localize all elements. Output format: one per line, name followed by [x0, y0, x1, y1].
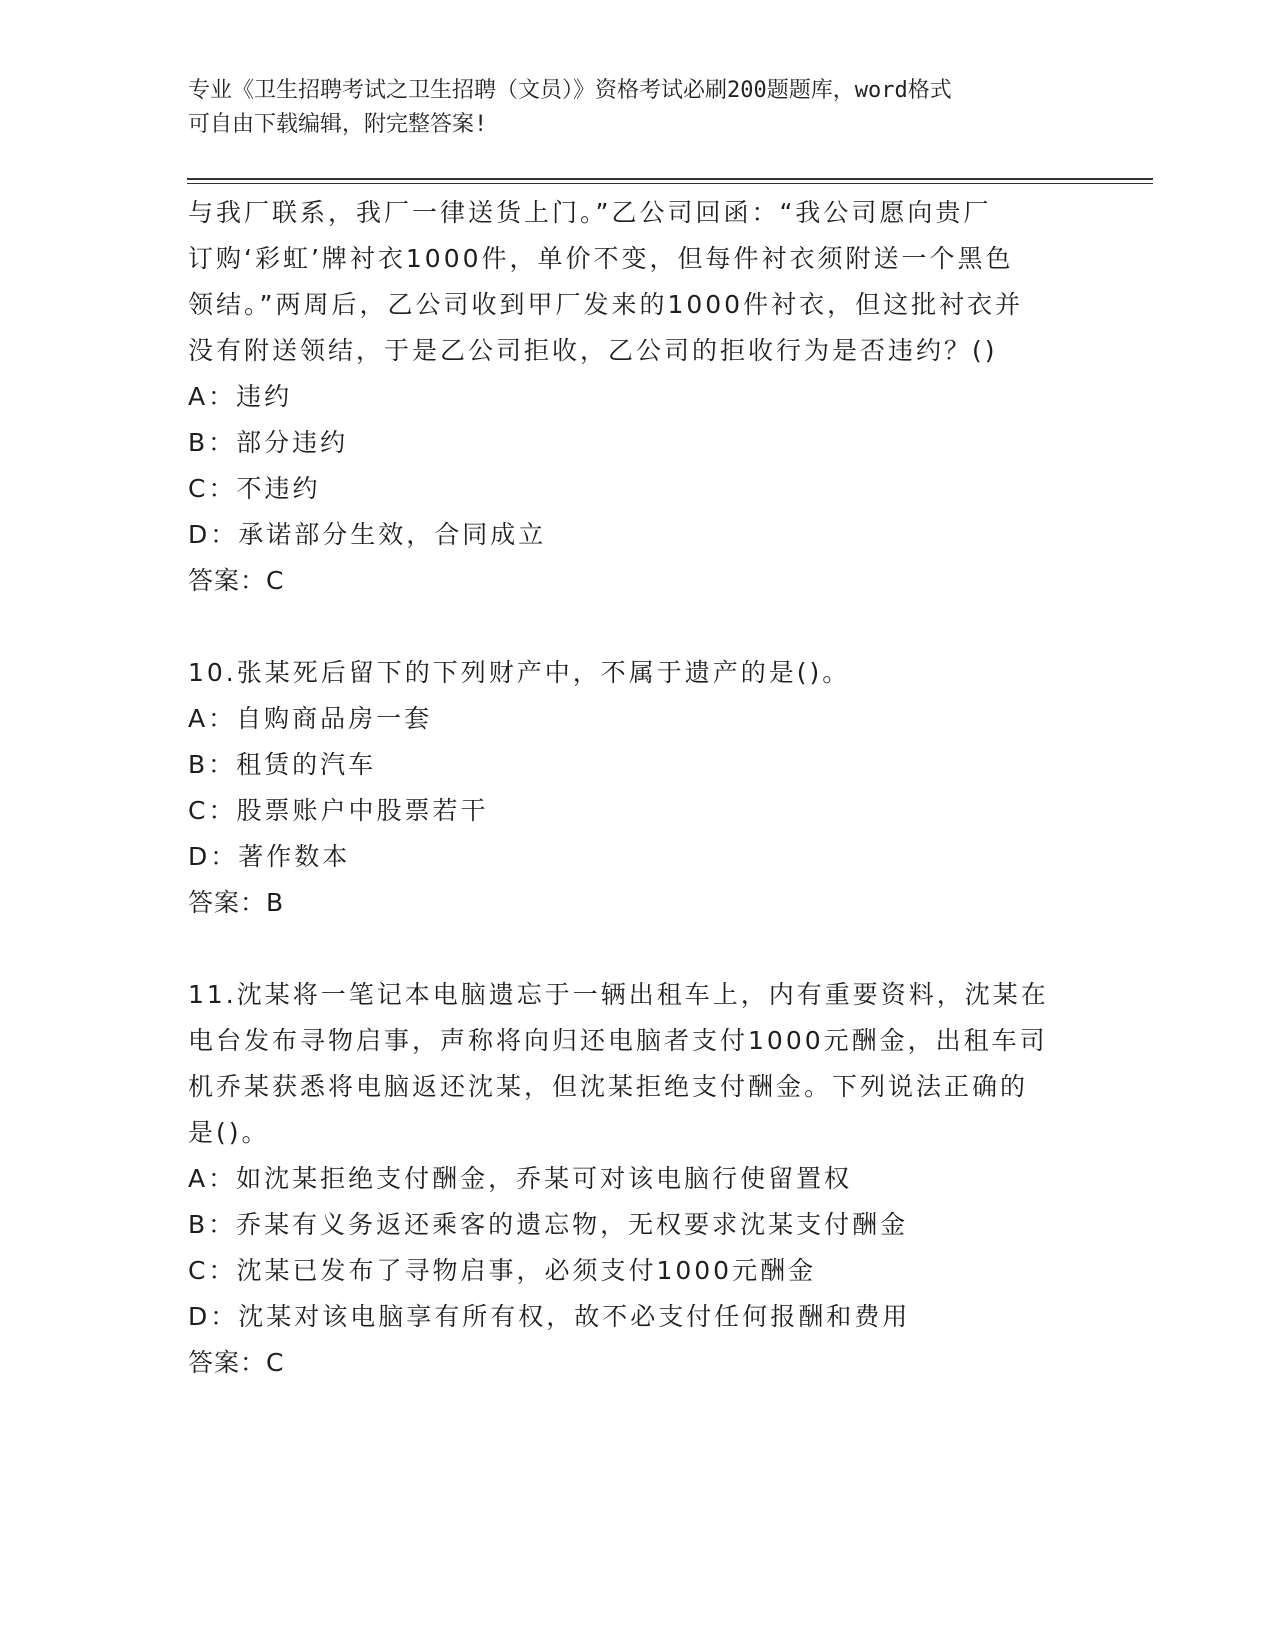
- spacer: [188, 604, 1088, 650]
- option-c: C：不违约: [188, 474, 321, 503]
- document-body: [188, 190, 1088, 1386]
- question-9: [188, 190, 1088, 604]
- option-d: D：著作数本: [188, 842, 351, 871]
- option-b: B：部分违约: [188, 428, 349, 457]
- question-text-line: 是()。: [188, 1118, 270, 1147]
- option-d: D：承诺部分生效，合同成立: [188, 520, 547, 549]
- page-header: [188, 74, 1088, 142]
- answer-line: 答案：C: [188, 1348, 285, 1377]
- question-11: [188, 972, 1088, 1386]
- question-text-line: 机乔某获悉将电脑返还沈某，但沈某拒绝支付酬金。下列说法正确的: [188, 1072, 1029, 1101]
- question-10: [188, 650, 1088, 926]
- answer-line: 答案：B: [188, 888, 285, 917]
- question-text-line: 没有附送领结，于是乙公司拒收，乙公司的拒收行为是否违约？(): [188, 336, 998, 365]
- question-text-line: 电台发布寻物启事，声称将向归还电脑者支付1000元酬金，出租车司: [188, 1026, 1048, 1055]
- question-text-line: 11.沈某将一笔记本电脑遗忘于一辆出租车上，内有重要资料，沈某在: [188, 980, 1049, 1009]
- option-a: A：自购商品房一套: [188, 704, 433, 733]
- option-a: A：如沈某拒绝支付酬金，乔某可对该电脑行使留置权: [188, 1164, 853, 1193]
- header-rule-thick: [187, 178, 1153, 180]
- header-line-1: 专业《卫生招聘考试之卫生招聘（文员）》资格考试必刷200题题库，word格式: [188, 78, 952, 103]
- option-c: C：沈某已发布了寻物启事，必须支付1000元酬金: [188, 1256, 817, 1285]
- option-c: C：股票账户中股票若干: [188, 796, 489, 825]
- header-line-2: 可自由下载编辑，附完整答案!: [188, 112, 488, 137]
- question-text-line: 订购‘彩虹’牌衬衣1000件，单价不变，但每件衬衣须附送一个黑色: [188, 244, 1014, 273]
- option-b: B：乔某有义务返还乘客的遗忘物，无权要求沈某支付酬金: [188, 1210, 909, 1239]
- spacer: [188, 926, 1088, 972]
- option-a: A：违约: [188, 382, 293, 411]
- question-text-line: 领结。”两周后，乙公司收到甲厂发来的1000件衬衣，但这批衬衣并: [188, 290, 1024, 319]
- option-d: D：沈某对该电脑享有所有权，故不必支付任何报酬和费用: [188, 1302, 911, 1331]
- answer-line: 答案：C: [188, 566, 285, 595]
- question-text-line: 与我厂联系，我厂一律送货上门。”乙公司回函：“我公司愿向贵厂: [188, 198, 992, 227]
- question-text-line: 10.张某死后留下的下列财产中，不属于遗产的是()。: [188, 658, 851, 687]
- header-rule-thin: [187, 183, 1153, 184]
- option-b: B：租赁的汽车: [188, 750, 377, 779]
